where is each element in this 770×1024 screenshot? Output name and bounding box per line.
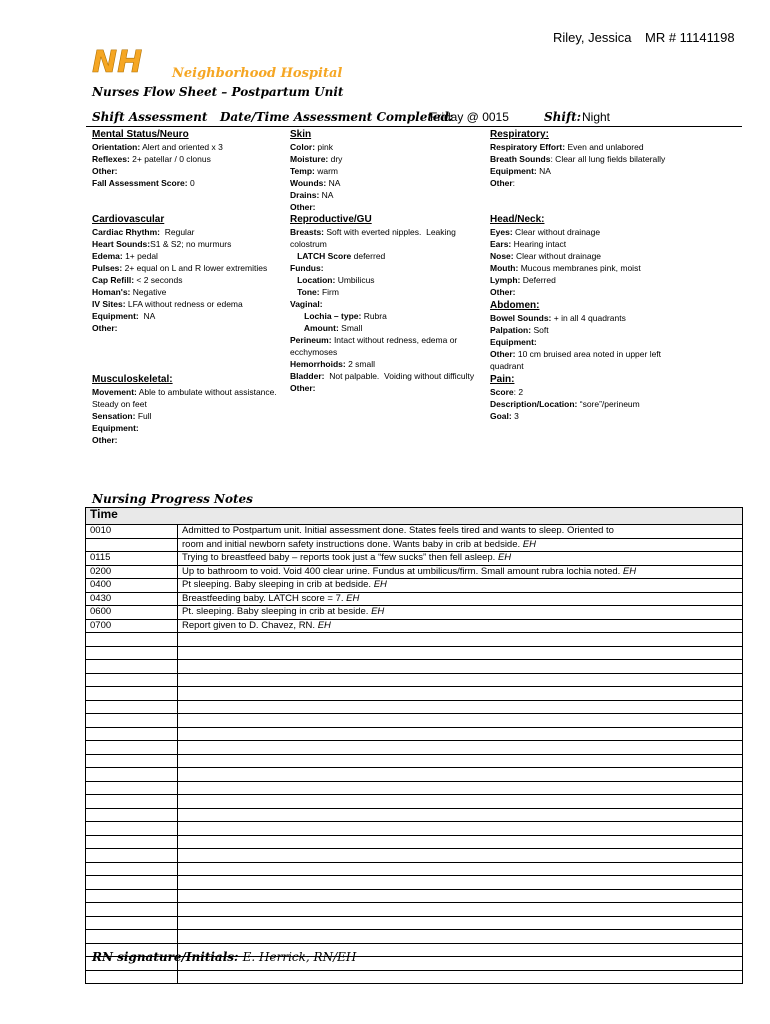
progress-notes-title: Nursing Progress Notes [92, 492, 253, 506]
table-row [86, 660, 743, 674]
repro-line: LATCH Score deferred [290, 251, 386, 261]
cardio-line: IV Sites: LFA without redness or edema [92, 299, 243, 309]
hospital-logo [90, 46, 170, 76]
note-time [86, 876, 178, 890]
note-text [178, 741, 743, 755]
abdomen-section [490, 299, 690, 372]
hospital-name: Neighborhood Hospital [172, 66, 343, 81]
note-time: 0010 [86, 525, 178, 539]
note-text [178, 795, 743, 809]
skin-title: Skin [290, 129, 312, 140]
head-title: Head/Neck: [490, 214, 545, 225]
signature-value: E. Herrick, RN/EH [242, 950, 357, 964]
repro-line: Other: [290, 383, 316, 393]
note-time: 0115 [86, 552, 178, 566]
musculo-line: Steady on feet [92, 399, 147, 409]
table-row [86, 930, 743, 944]
repro-line: Tone: Firm [290, 287, 339, 297]
note-time [86, 903, 178, 917]
repro-title: Reproductive/GU [290, 214, 372, 225]
repro-line: Lochia – type: Rubra [290, 311, 387, 321]
note-text: Breastfeeding baby. LATCH score = 7. EH [178, 592, 743, 606]
note-time [86, 822, 178, 836]
note-text: Pt sleeping. Baby sleeping in crib at bedside. EH [178, 579, 743, 593]
mental-status-section [92, 128, 282, 189]
patient-name: Riley, Jessica [553, 30, 632, 45]
datetime-value: Friday @ 0015 [430, 110, 509, 124]
note-time [86, 808, 178, 822]
table-row [86, 700, 743, 714]
mental-title: Mental Status/Neuro [92, 129, 189, 140]
table-row [86, 808, 743, 822]
note-text [178, 889, 743, 903]
skin-line: Wounds: NA [290, 178, 341, 188]
table-row [86, 538, 743, 552]
table-row [86, 862, 743, 876]
note-time [86, 862, 178, 876]
note-time [86, 660, 178, 674]
mental-line: Reflexes: 2+ patellar / 0 clonus [92, 154, 211, 164]
note-text: Admitted to Postpartum unit. Initial assessment done. States feels tired and wants to sleep. Oriented to [178, 525, 743, 539]
medical-record-number: MR # 11141198 [645, 30, 735, 45]
table-row [86, 849, 743, 863]
note-time [86, 633, 178, 647]
skin-section [290, 128, 485, 213]
sheet-title: Nurses Flow Sheet – Postpartum Unit [92, 85, 344, 99]
repro-line: Breasts: Soft with everted nipples. Leaking [290, 227, 456, 237]
abdomen-line: Other: 10 cm bruised area noted in upper left [490, 349, 662, 359]
note-text: Trying to breastfeed baby – reports took just a “few sucks” then fell asleep. EH [178, 552, 743, 566]
musculo-line: Sensation: Full [92, 411, 152, 421]
skin-line: Moisture: dry [290, 154, 343, 164]
pain-line: Goal: 3 [490, 411, 519, 421]
table-row [86, 822, 743, 836]
table-row [86, 768, 743, 782]
table-row [86, 727, 743, 741]
cardio-line: Edema: 1+ pedal [92, 251, 158, 261]
note-time [86, 781, 178, 795]
note-text [178, 646, 743, 660]
resp-line: Respiratory Effort: Even and unlabored [490, 142, 644, 152]
note-time [86, 687, 178, 701]
mental-line: Other: [92, 166, 118, 176]
reproductive-section [290, 213, 485, 394]
cardio-line: Homan's: Negative [92, 287, 167, 297]
cardio-line: Other: [92, 323, 118, 333]
note-text [178, 849, 743, 863]
abdomen-line: Palpation: Soft [490, 325, 549, 335]
musculo-line: Other: [92, 435, 118, 445]
note-time [86, 700, 178, 714]
note-time [86, 835, 178, 849]
table-row [86, 916, 743, 930]
musculoskeletal-section [92, 373, 287, 446]
note-text [178, 687, 743, 701]
note-text [178, 822, 743, 836]
note-time [86, 916, 178, 930]
note-text [178, 700, 743, 714]
repro-line: Hemorrhoids: 2 small [290, 359, 376, 369]
head-line: Ears: Hearing intact [490, 239, 567, 249]
cardio-line: Heart Sounds:S1 & S2; no murmurs [92, 239, 232, 249]
head-line: Other: [490, 287, 516, 297]
note-text [178, 916, 743, 930]
note-time [86, 768, 178, 782]
note-text: room and initial newborn safety instructions done. Wants baby in crib at bedside. EH [178, 538, 743, 552]
table-row [86, 646, 743, 660]
note-time [86, 970, 178, 984]
note-text [178, 970, 743, 984]
table-row [86, 889, 743, 903]
table-row [86, 781, 743, 795]
table-row [86, 619, 743, 633]
note-time [86, 754, 178, 768]
repro-line: ecchymoses [290, 347, 338, 357]
skin-line: Drains: NA [290, 190, 334, 200]
skin-line: Other: [290, 202, 316, 212]
note-time [86, 538, 178, 552]
pain-line: Score: 2 [490, 387, 524, 397]
head-neck-section [490, 213, 690, 298]
note-text [178, 808, 743, 822]
repro-line: Location: Umbilicus [290, 275, 375, 285]
abdomen-line: quadrant [490, 361, 524, 371]
table-row [86, 687, 743, 701]
note-text [178, 673, 743, 687]
note-text [178, 660, 743, 674]
repro-line: Perineum: Intact without redness, edema or [290, 335, 458, 345]
pain-title: Pain: [490, 374, 515, 385]
note-text [178, 862, 743, 876]
repro-line: Amount: Small [290, 323, 363, 333]
note-initials: EH [522, 538, 536, 550]
table-row [86, 525, 743, 539]
note-text [178, 754, 743, 768]
table-row [86, 835, 743, 849]
note-text: Up to bathroom to void. Void 400 clear urine. Fundus at umbilicus/firm. Small amount rubra lochia noted. EH [178, 565, 743, 579]
note-initials: EH [346, 592, 360, 604]
time-header: Time [86, 508, 743, 525]
note-time [86, 727, 178, 741]
mental-line: Orientation: Alert and oriented x 3 [92, 142, 223, 152]
cardio-line: Equipment: NA [92, 311, 156, 321]
table-row [86, 579, 743, 593]
note-text [178, 835, 743, 849]
shift-assessment-heading: Shift Assessment [92, 110, 208, 124]
signature-label: RN signature/Initials: [92, 950, 239, 964]
resp-line: Breath Sounds: Clear all lung fields bilaterally [490, 154, 666, 164]
abdomen-line: Bowel Sounds: + in all 4 quadrants [490, 313, 626, 323]
note-initials: EH [622, 565, 637, 577]
pain-section [490, 373, 690, 422]
note-time: 0700 [86, 619, 178, 633]
shift-value: Night [582, 110, 611, 124]
table-row [86, 606, 743, 620]
cardio-line: Cap Refill: < 2 seconds [92, 275, 183, 285]
repro-line: Vaginal: [290, 299, 323, 309]
signature-row [92, 950, 356, 964]
note-text: Pt. sleeping. Baby sleeping in crib at beside. EH [178, 606, 743, 620]
note-time [86, 930, 178, 944]
repro-line: colostrum [290, 239, 327, 249]
note-time: 0400 [86, 579, 178, 593]
cardio-line: Pulses: 2+ equal on L and R lower extremities [92, 263, 268, 273]
note-text [178, 633, 743, 647]
progress-notes-table [85, 507, 743, 984]
note-text [178, 903, 743, 917]
abdomen-line: Equipment: [490, 337, 537, 347]
musculo-line: Equipment: [92, 423, 139, 433]
note-time: 0600 [86, 606, 178, 620]
table-row [86, 714, 743, 728]
table-row [86, 795, 743, 809]
table-row [86, 876, 743, 890]
cardio-line: Cardiac Rhythm: Regular [92, 227, 195, 237]
note-initials: EH [371, 606, 385, 617]
head-line: Nose: Clear without drainage [490, 251, 602, 261]
note-time: 0200 [86, 565, 178, 579]
skin-line: Temp: warm [290, 166, 339, 176]
note-initials: EH [497, 552, 512, 563]
note-text [178, 781, 743, 795]
table-row [86, 673, 743, 687]
skin-line: Color: pink [290, 142, 333, 152]
note-text [178, 876, 743, 890]
table-row [86, 592, 743, 606]
table-row [86, 970, 743, 984]
cardio-title: Cardiovascular [92, 214, 165, 225]
note-text [178, 714, 743, 728]
logo-text: NH [92, 46, 143, 76]
table-row [86, 552, 743, 566]
table-row [86, 565, 743, 579]
note-time [86, 849, 178, 863]
header-rule [86, 126, 742, 127]
mental-line: Fall Assessment Score: 0 [92, 178, 195, 188]
note-initials: EH [317, 619, 331, 631]
shift-row [92, 110, 742, 124]
shift-label: Shift: [544, 110, 582, 124]
note-text: Report given to D. Chavez, RN. EH [178, 619, 743, 633]
note-time [86, 889, 178, 903]
note-text [178, 768, 743, 782]
table-row [86, 754, 743, 768]
note-text [178, 727, 743, 741]
head-line: Mouth: Mucous membranes pink, moist [490, 263, 641, 273]
note-text [178, 930, 743, 944]
respiratory-section [490, 128, 690, 189]
resp-title: Respiratory: [490, 129, 549, 140]
musculo-title: Musculoskeletal: [92, 374, 173, 385]
musculo-line: Movement: Able to ambulate without assistance. [92, 387, 277, 397]
pain-line: Description/Location: “sore”/perineum [490, 399, 640, 409]
table-row [86, 903, 743, 917]
note-time [86, 646, 178, 660]
resp-line: Equipment: NA [490, 166, 551, 176]
repro-line: Fundus: [290, 263, 324, 273]
table-row [86, 633, 743, 647]
datetime-label: Date/Time Assessment Completed: [220, 110, 454, 124]
note-initials: EH [373, 579, 387, 590]
note-time [86, 795, 178, 809]
note-time: 0430 [86, 592, 178, 606]
table-row [86, 741, 743, 755]
note-time [86, 741, 178, 755]
note-time [86, 714, 178, 728]
repro-line: Bladder: Not palpable. Voiding without difficulty [290, 371, 475, 381]
note-time [86, 673, 178, 687]
abdomen-title: Abdomen: [490, 300, 540, 311]
cardiovascular-section [92, 213, 287, 334]
head-line: Eyes: Clear without drainage [490, 227, 601, 237]
resp-line: Other: [490, 178, 516, 188]
head-line: Lymph: Deferred [490, 275, 556, 285]
